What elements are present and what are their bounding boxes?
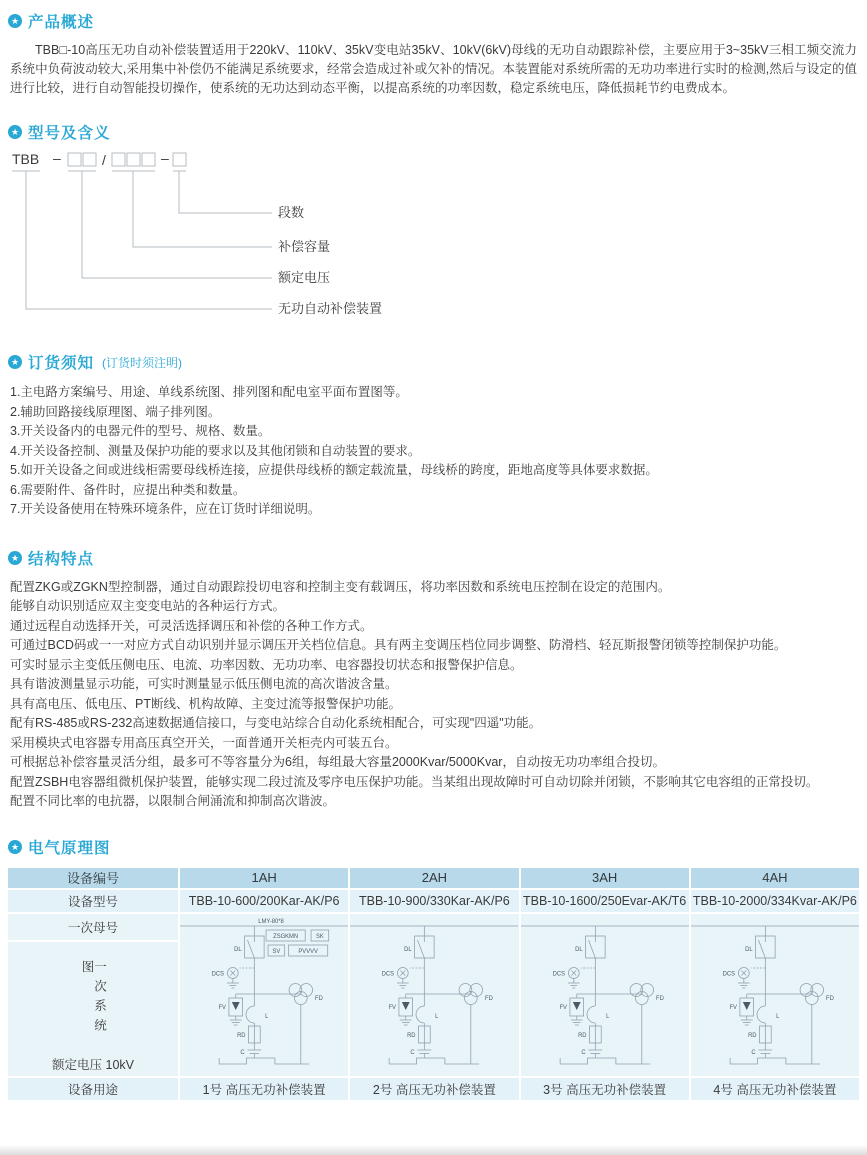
section-title: 型号及含义 (28, 125, 111, 142)
schematic-cell-3AH (521, 914, 689, 1076)
connector-capacity (133, 171, 272, 247)
one-line-diagram-1AH (180, 914, 348, 1076)
star-icon: ★ (8, 840, 22, 854)
model-slash: / (102, 152, 106, 168)
list-item: 配置ZKG或ZGKN型控制器，通过自动跟踪投切电容和控制主变有载调压，将功率因数和系统电压控制在设定的范围内。 (10, 579, 671, 594)
rated-voltage-label: 额定电压 10kV (52, 1057, 134, 1072)
usage-cell: 4号 高压无功补偿装置 (691, 1078, 859, 1100)
list-item: 1.主电路方案编号、用途、单线系统图、排列图和配电室平面布置图等。 (10, 385, 408, 399)
list-item: 配置不同比率的电抗器，以限制合闸涌流和抑制高次谐波。 (10, 794, 336, 808)
list-item: 5.如开关设备之间或进线柜需要母线桥连接，应提供母线桥的额定载流量，母线桥的跨度，距地高度等具体要求数据。 (10, 463, 658, 477)
list-item: 通过远程自动选择开关，可灵活选择调压和补偿的各种工作方式。 (10, 618, 373, 633)
row-header-bus: 一次母号 (8, 914, 178, 940)
connector-voltage (82, 171, 272, 278)
model-label-capacity: 补偿容量 (278, 239, 331, 254)
list-item: 7.开关设备使用在特殊环境条件，应在订货时详细说明。 (10, 502, 321, 516)
page (0, 10, 867, 1100)
list-item: 配置ZSBH电容器组微机保护装置，能够实现二段过流及零序电压保护功能。当某组出现故障时可自动切除并闭锁，不影响其它电容组的正常投切。 (10, 774, 819, 789)
section-title: 产品概述 (28, 14, 95, 31)
schematic-cell-4AH (691, 914, 859, 1076)
model-dash1: – (53, 150, 61, 166)
model-cell: TBB-10-2000/334Kvar-AK/P6 (691, 890, 859, 912)
star-icon: ★ (8, 551, 22, 565)
star-icon: ★ (8, 355, 22, 369)
model-label-device: 无功自动补偿装置 (278, 301, 383, 316)
col-header: 2AH (350, 868, 518, 888)
model-cell: TBB-10-600/200Kar-AK/P6 (180, 890, 348, 912)
schematic-table (8, 868, 859, 1100)
model-cell: TBB-10-900/330Kar-AK/P6 (350, 890, 518, 912)
one-line-diagram-2AH (350, 914, 518, 1076)
row-header-usage: 设备用途 (8, 1078, 178, 1100)
list-item: 具有谐波测量显示功能，可实时测量显示低压侧电流的高次谐波含量。 (10, 677, 398, 691)
col-header: 1AH (180, 868, 348, 888)
row-header-device-no: 设备编号 (8, 868, 178, 888)
list-item: 能够自动识别适应双主变变电站的各种运行方式。 (10, 599, 286, 613)
list-item: 2.辅助回路接线原理图、端子排列图。 (10, 404, 221, 419)
list-item: 配有RS-485或RS-232高速数据通信接口，与变电站综合自动化系统相配合，可实现"四遥"功能。 (10, 716, 542, 730)
col-header: 4AH (691, 868, 859, 888)
connector-sections (179, 171, 272, 213)
section-overview-heading (8, 10, 859, 32)
list-item: 可根据总补偿容量灵活分组，最多可不等容量分为6组，每组最大容量2000Kvar/5000Kvar，自动按无功功率组合投切。 (10, 755, 665, 769)
usage-cell: 3号 高压无功补偿装置 (521, 1078, 689, 1100)
star-icon: ★ (8, 125, 22, 139)
list-item: 采用模块式电容器专用高压真空开关，一面普通开关柜壳内可装五台。 (10, 735, 398, 750)
model-designation-diagram (10, 149, 530, 331)
list-item: 可通过BCD码或一一对应方式自动识别并显示调压开关档位信息。具有两主变调压档位同步调整、防滑档、轻瓦斯报警闭锁等控制保护功能。 (10, 638, 787, 652)
section-title: 电气原理图 (28, 839, 111, 857)
col-header: 3AH (521, 868, 689, 888)
section-title: 订货须知 (28, 355, 95, 372)
usage-cell: 2号 高压无功补偿装置 (350, 1078, 518, 1100)
system-diagram-label: 一次系统图 (80, 959, 107, 1038)
model-prefix: TBB (12, 151, 40, 167)
model-label-sections: 段数 (278, 205, 305, 220)
row-header-system (8, 942, 178, 1076)
list-item: 6.需要附件、备件时，应提出种类和数量。 (10, 482, 246, 497)
section-schematic-heading (8, 836, 859, 858)
list-item: 4.开关设备控制、测量及保护功能的要求以及其他闭锁和自动装置的要求。 (10, 443, 421, 458)
schematic-cell-1AH (180, 914, 348, 1076)
section-ordering-heading (8, 351, 859, 373)
usage-cell: 1号 高压无功补偿装置 (180, 1078, 348, 1100)
section-title: 结构特点 (28, 550, 95, 568)
list-item: 可实时显示主变低压侧电压、电流、功率因数、无功功率、电容器投切状态和报警保护信息。 (10, 657, 523, 672)
schematic-cell-2AH (350, 914, 518, 1076)
section-features-heading (8, 547, 859, 569)
list-item: 3.开关设备内的电器元件的型号、规格、数量。 (10, 424, 271, 438)
ordering-list (10, 383, 857, 520)
one-line-diagram-3AH (521, 914, 689, 1076)
model-dash2: – (161, 150, 169, 166)
features-list (10, 578, 857, 812)
overview-paragraph: TBB□-10高压无功自动补偿装置适用于220kV、110kV、35kV变电站35kV、10kV(6kV)母线的无功自动跟踪补偿，主要应用于3~35kV三相工频交流力系统中负荷波动较大,采用集中补偿仍不能满足系统要求，经常会造成过补或欠补的情况。本装置能对系统所需的无功功率进行实时的检测,然后与设定的值进行比较，进行自动智能投切操作，使系统的无功达到动态平衡，以提高系统的功率因数，稳定系统电压，降低损耗节约电费成本。 (10, 43, 857, 95)
list-item: 具有高电压、低电压、PT断线、机构故障、主变过流等报警保护功能。 (10, 696, 401, 711)
page-edge-shadow (0, 1145, 867, 1155)
model-label-voltage: 额定电压 (278, 270, 331, 285)
model-cell: TBB-10-1600/250Evar-AK/T6 (521, 890, 689, 912)
section-model-heading (8, 121, 859, 143)
connector-device (26, 171, 272, 309)
star-icon: ★ (8, 14, 22, 28)
row-header-model: 设备型号 (8, 890, 178, 912)
section-subtitle: (订货时须注明) (102, 355, 183, 370)
one-line-diagram-4AH (691, 914, 859, 1076)
